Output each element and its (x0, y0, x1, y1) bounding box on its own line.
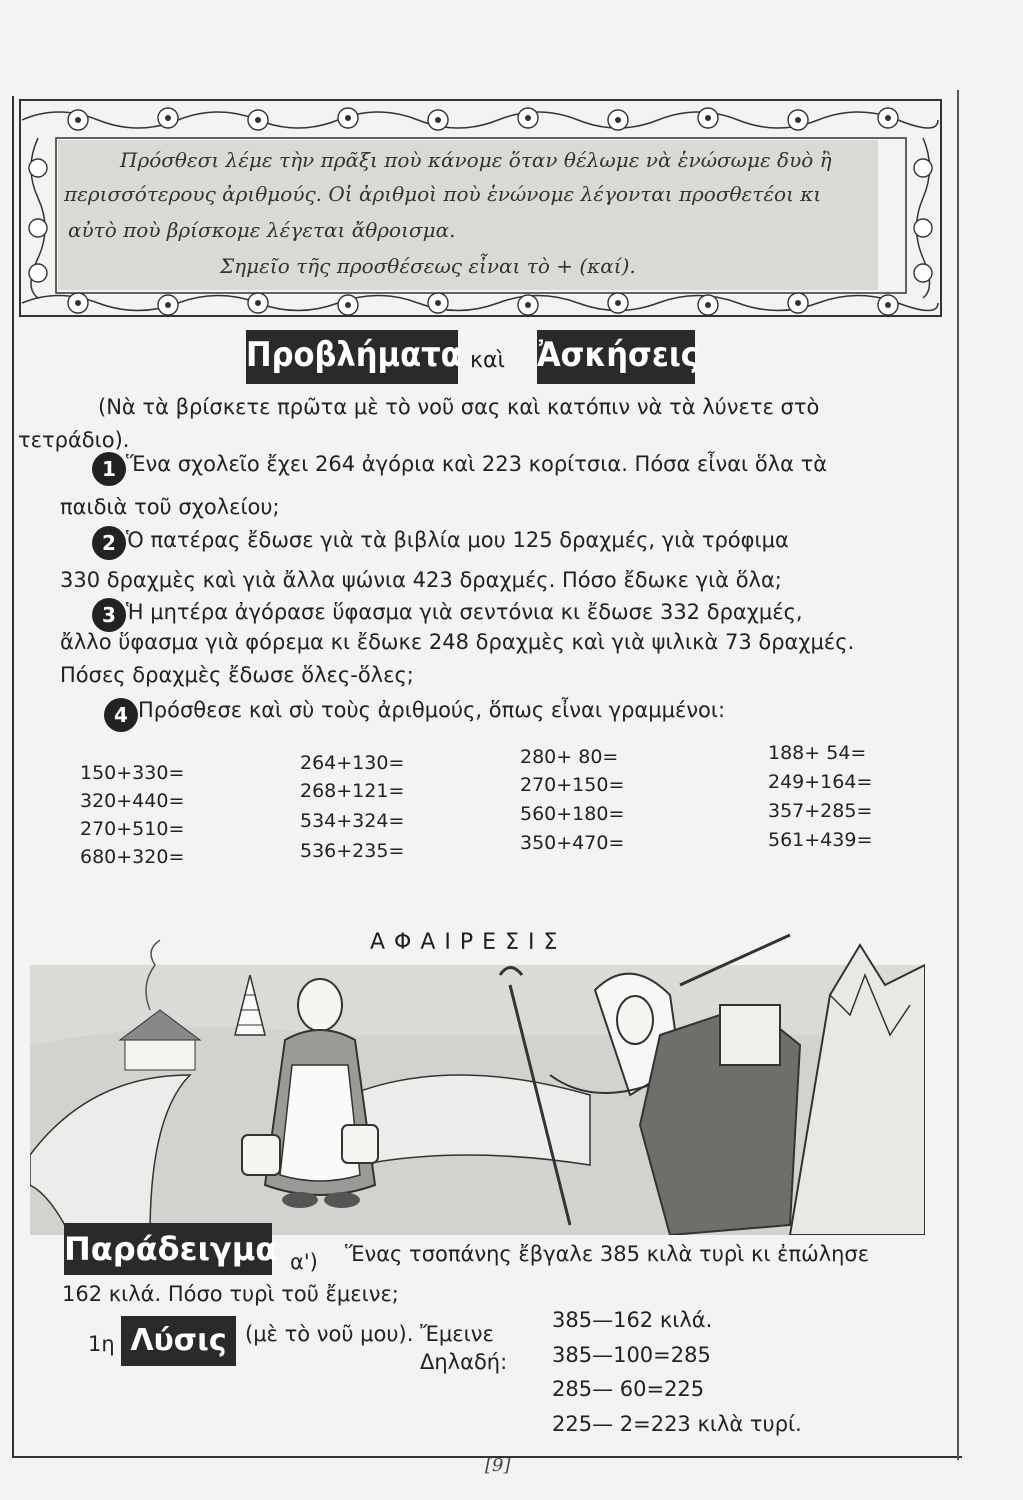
intro-line-2: τετράδιο). (18, 428, 130, 452)
exercise-1-2: 320+440= (80, 790, 185, 812)
definition-line-1: Πρόσθεσι λέμε τὴν πρᾶξι ποὺ κάνομε ὅταν θέλωμε νὰ ἑνώσωμε δυὸ ἢ (120, 148, 832, 172)
problem-1-line-1: Ἕνα σχολεῖο ἔχει 264 ἀγόρια καὶ 223 κορίτσια. Πόσα εἶναι ὅλα τὰ (126, 452, 828, 476)
exercise-4-1: 188+ 54= (768, 742, 867, 764)
intro-line-1: (Νὰ τὰ βρίσκετε πρῶτα μὲ τὸ νοῦ σας καὶ κατόπιν νὰ τὰ λύνετε στὸ (98, 395, 820, 419)
example-line-2: 162 κιλά. Πόσο τυρὶ τοῦ ἔμεινε; (62, 1282, 399, 1306)
heading-problems: Προβλήματα (246, 330, 458, 384)
problem-2-line-1: Ὁ πατέρας ἔδωσε γιὰ τὰ βιβλία μου 125 δραχμές, γιὰ τρόφιμα (126, 528, 789, 552)
solution-eq-3: 285— 60=225 (552, 1377, 705, 1401)
exercise-3-1: 280+ 80= (520, 746, 619, 768)
page-number: [9] (485, 1455, 511, 1476)
definition-box (58, 140, 878, 290)
problem-4-line-1: Πρόσθεσε καὶ σὺ τοὺς ἀριθμούς, ὅπως εἶναι γραμμένοι: (138, 698, 726, 722)
problem-3-line-1: Ἡ μητέρα ἀγόρασε ὕφασμα γιὰ σεντόνια κι ἔδωσε 332 δραχμές, (126, 600, 803, 624)
exercise-1-1: 150+330= (80, 762, 185, 784)
exercise-4-2: 249+164= (768, 771, 873, 793)
solution-eq-4: 225— 2=223 κιλὰ τυρί. (552, 1412, 802, 1436)
exercise-2-2: 268+121= (300, 780, 405, 802)
example-badge: Παράδειγμα (64, 1223, 272, 1275)
exercise-4-4: 561+439= (768, 829, 873, 851)
exercise-2-1: 264+130= (300, 752, 405, 774)
solution-eq-2: 385—100=285 (552, 1343, 711, 1367)
heading-exercises: Ἀσκήσεις (537, 330, 695, 384)
definition-line-3: αὐτὸ ποὺ βρίσκομε λέγεται ἄθροισμα. (68, 218, 456, 242)
exercise-1-3: 270+510= (80, 818, 185, 840)
exercise-4-3: 357+285= (768, 800, 873, 822)
solution-dilad: Δηλαδή: (420, 1350, 508, 1374)
heading-kai: καὶ (470, 348, 505, 373)
subtraction-title: ΑΦΑΙΡΕΣΙΣ (370, 930, 567, 955)
problem-number-3: 3 (92, 598, 126, 632)
exercise-3-3: 560+180= (520, 803, 625, 825)
exercise-3-4: 350+470= (520, 832, 625, 854)
definition-line-4: Σημεῖο τῆς προσθέσεως εἶναι τὸ + (καί). (220, 254, 636, 278)
problem-3-line-2: ἄλλο ὕφασμα γιὰ φόρεμα κι ἔδωκε 248 δραχμὲς καὶ γιὰ ψιλικὰ 73 δραχμές. (60, 630, 855, 654)
problem-3-line-3: Πόσες δραχμὲς ἔδωσε ὅλες-ὅλες; (60, 663, 414, 687)
example-line-1: Ἕνας τσοπάνης ἔβγαλε 385 κιλὰ τυρὶ κι ἐπώλησε (345, 1242, 870, 1266)
problem-2-line-2: 330 δραχμὲς καὶ γιὰ ἄλλα ψώνια 423 δραχμές. Πόσο ἔδωκε γιὰ ὅλα; (60, 568, 782, 592)
solution-prefix: 1η (88, 1332, 115, 1356)
solution-badge: Λύσις (121, 1316, 236, 1366)
definition-line-2: περισσότερους ἀριθμούς. Οἱ ἀριθμοὶ ποὺ ἑνώνομε λέγονται προσθετέοι κι (64, 182, 822, 206)
problem-number-4: 4 (104, 698, 138, 732)
shepherd-illustration (30, 925, 925, 1235)
solution-method: (μὲ τὸ νοῦ μου). Ἔμεινε (245, 1322, 494, 1346)
problem-number-2: 2 (92, 526, 126, 560)
solution-eq-1: 385—162 κιλά. (552, 1308, 713, 1332)
problem-number-1: 1 (92, 452, 126, 486)
problem-1-line-2: παιδιὰ τοῦ σχολείου; (60, 495, 280, 519)
exercise-1-4: 680+320= (80, 846, 185, 868)
exercise-2-3: 534+324= (300, 810, 405, 832)
exercise-2-4: 536+235= (300, 840, 405, 862)
page-frame-right-line (957, 90, 959, 1460)
exercise-3-2: 270+150= (520, 774, 625, 796)
example-label: α') (290, 1250, 318, 1274)
